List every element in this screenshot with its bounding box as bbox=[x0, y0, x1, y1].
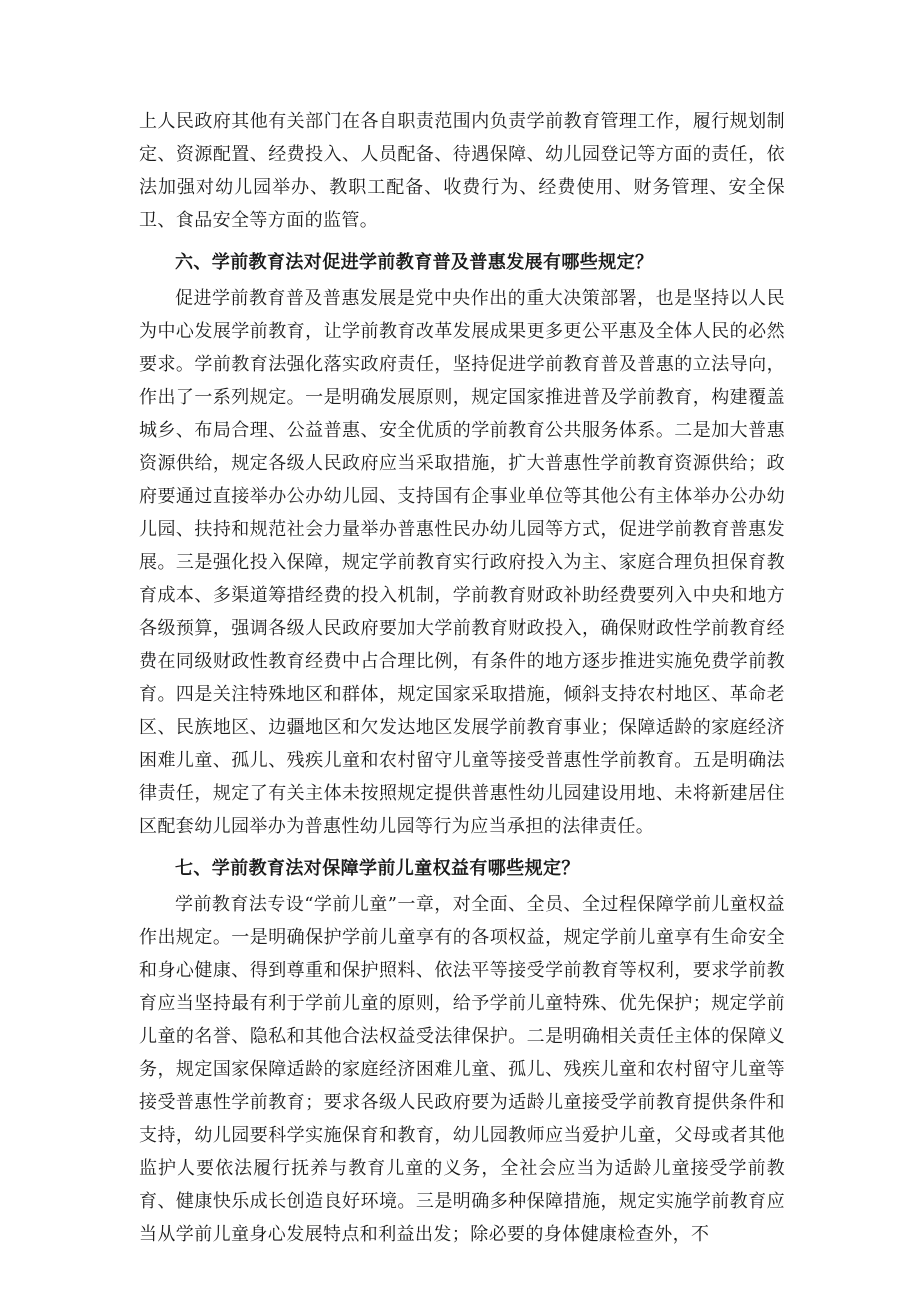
section-heading-6: 六、学前教育法对促进学前教育普及普惠发展有哪些规定？ bbox=[175, 252, 654, 273]
paragraph-section-6: 促进学前教育普及普惠发展是党中央作出的重大决策部署，也是坚持以人民为中心发展学前教育，让学前教育改革发展成果更多更公平惠及全体人民的必然要求。学前教育法强化落实政府责任，坚持促进学前教育普及普惠的立法导向，作出了一系列规定。一是明确发展原则，规定国家推进普及学前教育，构建覆盖城乡、布局合理、公益普惠、安全优质的学前教育公共服务体系。二是加大普惠资源供给，规定各级人民政府应当采取措施，扩大普惠性学前教育资源供给；政府要通过直接举办公办幼儿园、支持国有企事业单位等其他公有主体举办公办幼儿园、扶持和规范社会力量举办普惠性民办幼儿园等方式，促进学前教育普惠发展。三是强化投入保障，规定学前教育实行政府投入为主、家庭合理负担保育教育成本、多渠道筹措经费的投入机制，学前教育财政补助经费要列入中央和地方各级预算，强调各级人民政府要加大学前教育财政投入，确保财政性学前教育经费在同级财政性教育经费中占合理比例，有条件的地方逐步推进实施免费学前教育。四是关注特殊地区和群体，规定国家采取措施，倾斜支持农村地区、革命老区、民族地区、边疆地区和欠发达地区发展学前教育事业；保障适龄的家庭经济困难儿童、孤儿、残疾儿童和农村留守儿童等接受普惠性学前教育。五是明确法律责任，规定了有关主体未按照规定提供普惠性幼儿园建设用地、未将新建居住区配套幼儿园举办为普惠性幼儿园等行为应当承担的法律责任。 bbox=[139, 288, 785, 837]
document-page bbox=[139, 105, 785, 1251]
paragraph-continued: 上人民政府其他有关部门在各自职责范围内负责学前教育管理工作，履行规划制定、资源配置、经费投入、人员配备、待遇保障、幼儿园登记等方面的责任，依法加强对幼儿园举办、教职工配备、收费行为、经费使用、财务管理、安全保卫、食品安全等方面的监管。 bbox=[139, 111, 785, 231]
paragraph-section-7: 学前教育法专设“学前儿童”一章，对全面、全员、全过程保障学前儿童权益作出规定。一是明确保护学前儿童享有的各项权益，规定学前儿童享有生命安全和身心健康、得到尊重和保护照料、依法平等接受学前教育等权利，要求学前教育应当坚持最有利于学前儿童的原则，给予学前儿童特殊、优先保护；规定学前儿童的名誉、隐私和其他合法权益受法律保护。二是明确相关责任主体的保障义务，规定国家保障适龄的家庭经济困难儿童、孤儿、残疾儿童和农村留守儿童等接受普惠性学前教育；要求各级人民政府要为适龄儿童接受学前教育提供条件和支持，幼儿园要科学实施保育和教育，幼儿园教师应当爱护儿童，父母或者其他监护人要依法履行抚养与教育儿童的义务，全社会应当为适龄儿童接受学前教育、健康快乐成长创造良好环境。三是明确多种保障措施，规定实施学前教育应当从学前儿童身心发展特点和利益出发；除必要的身体健康检查外，不 bbox=[139, 894, 785, 1245]
section-heading-7: 七、学前教育法对保障学前儿童权益有哪些规定？ bbox=[175, 858, 580, 879]
